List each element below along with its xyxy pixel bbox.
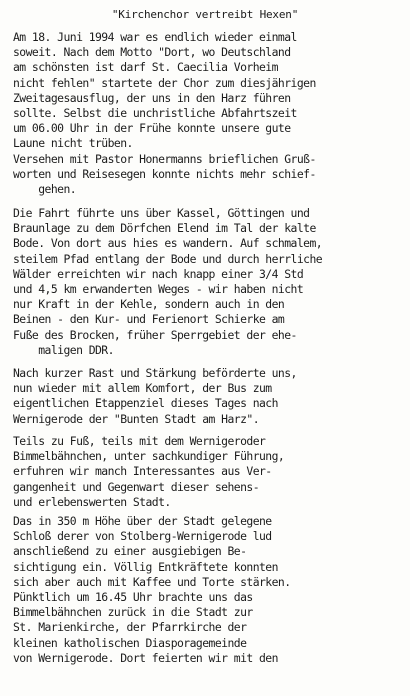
text-line: Wernigerode der "Bunten Stadt am Harz".	[13, 411, 260, 426]
article-title: "Kirchenchor vertreibt Hexen"	[111, 8, 299, 21]
text-line: um 06.00 Uhr in der Frühe konnte unsere gute	[13, 121, 291, 136]
text-line: nicht fehlen" startete der Chor zum diesjährigen	[13, 75, 316, 90]
text-line: Pünktlich um 16.45 Uhr brachte uns das	[13, 590, 253, 605]
text-line: nun wieder mit allem Komfort, der Bus zum	[13, 381, 272, 396]
text-line: Bimmelbähnchen, unter sachkundiger Führung,	[13, 449, 285, 464]
text-line: Braunlage zu dem Dörfchen Elend im Tal der kalte	[13, 221, 316, 236]
text-line: eigentlichen Etappenziel dieses Tages nach	[13, 396, 278, 411]
text-line: Bimmelbähnchen zurück in die Stadt zur	[13, 605, 253, 620]
text-line: gangenheit und Gegenwart dieser sehens-	[13, 479, 260, 494]
text-line: Zweitagesausflug, der uns in den Harz führen	[13, 90, 291, 105]
text-line: kleinen katholischen Diasporagemeinde	[13, 635, 247, 650]
paragraph-bus-ride	[13, 366, 297, 427]
text-line: Nach kurzer Rast und Stärkung beförderte uns,	[13, 366, 297, 380]
text-line: worten und Reisesegen konnte nichts mehr schief-	[13, 167, 316, 182]
text-line: Beinen - den Kur- und Ferienort Schierke am	[13, 312, 285, 327]
text-line: Fuße des Brocken, früher Sperrgebiet der ehe-	[13, 327, 297, 342]
text-line: Schloß derer von Stolberg-Wernigerode lud	[13, 529, 272, 544]
text-line: und erlebenswerten Stadt.	[13, 494, 171, 509]
text-line: Wälder erreichten wir nach knapp einer 3/4 Std	[13, 266, 304, 281]
text-line: von Wernigerode. Dort feierten wir mit den	[13, 650, 278, 665]
text-line: und 4,5 km erwanderten Weges - wir haben nicht	[13, 282, 304, 297]
text-line: Das in 350 m Höhe über der Stadt gelegene	[13, 514, 272, 528]
text-line: erfuhren wir manch Interessantes aus Ver-	[13, 464, 272, 479]
text-line: anschließend zu einer ausgiebigen Be-	[13, 544, 247, 559]
paragraph-town-tour	[13, 434, 284, 510]
text-line: sich aber auch mit Kaffee und Torte stärken.	[13, 574, 291, 589]
text-line: gehen.	[13, 182, 77, 197]
text-line: sichtigung ein. Völlig Entkräftete konnten	[13, 559, 278, 574]
paragraph-trip-start	[13, 30, 316, 152]
text-line: am schönsten ist darf St. Caecilia Vorheim	[13, 60, 278, 75]
paragraph-blessing	[13, 152, 316, 198]
text-line: maligen DDR.	[13, 342, 114, 357]
text-line: steilem Pfad entlang der Bode und durch herrliche	[13, 251, 323, 266]
text-line: Teils zu Fuß, teils mit dem Wernigeroder	[13, 434, 266, 448]
text-line: Versehen mit Pastor Honermanns brieflichen Gruß-	[13, 152, 316, 166]
text-line: soweit. Nach dem Motto "Dort, wo Deutschland	[13, 45, 291, 60]
text-line: sollte. Selbst die unchristliche Abfahrtszeit	[13, 106, 297, 121]
text-line: Laune nicht trüben.	[13, 136, 133, 151]
text-line: St. Marienkirche, der Pfarrkirche der	[13, 620, 247, 635]
text-line: nur Kraft in der Kehle, sondern auch in den	[13, 297, 285, 312]
text-line: Am 18. Juni 1994 war es endlich wieder einmal	[13, 30, 297, 44]
paragraph-hike	[13, 206, 322, 358]
text-line: Die Fahrt führte uns über Kassel, Göttingen und	[13, 206, 310, 220]
paragraph-castle	[13, 514, 291, 666]
text-line: Bode. Von dort aus hies es wandern. Auf schmalem,	[13, 236, 323, 251]
